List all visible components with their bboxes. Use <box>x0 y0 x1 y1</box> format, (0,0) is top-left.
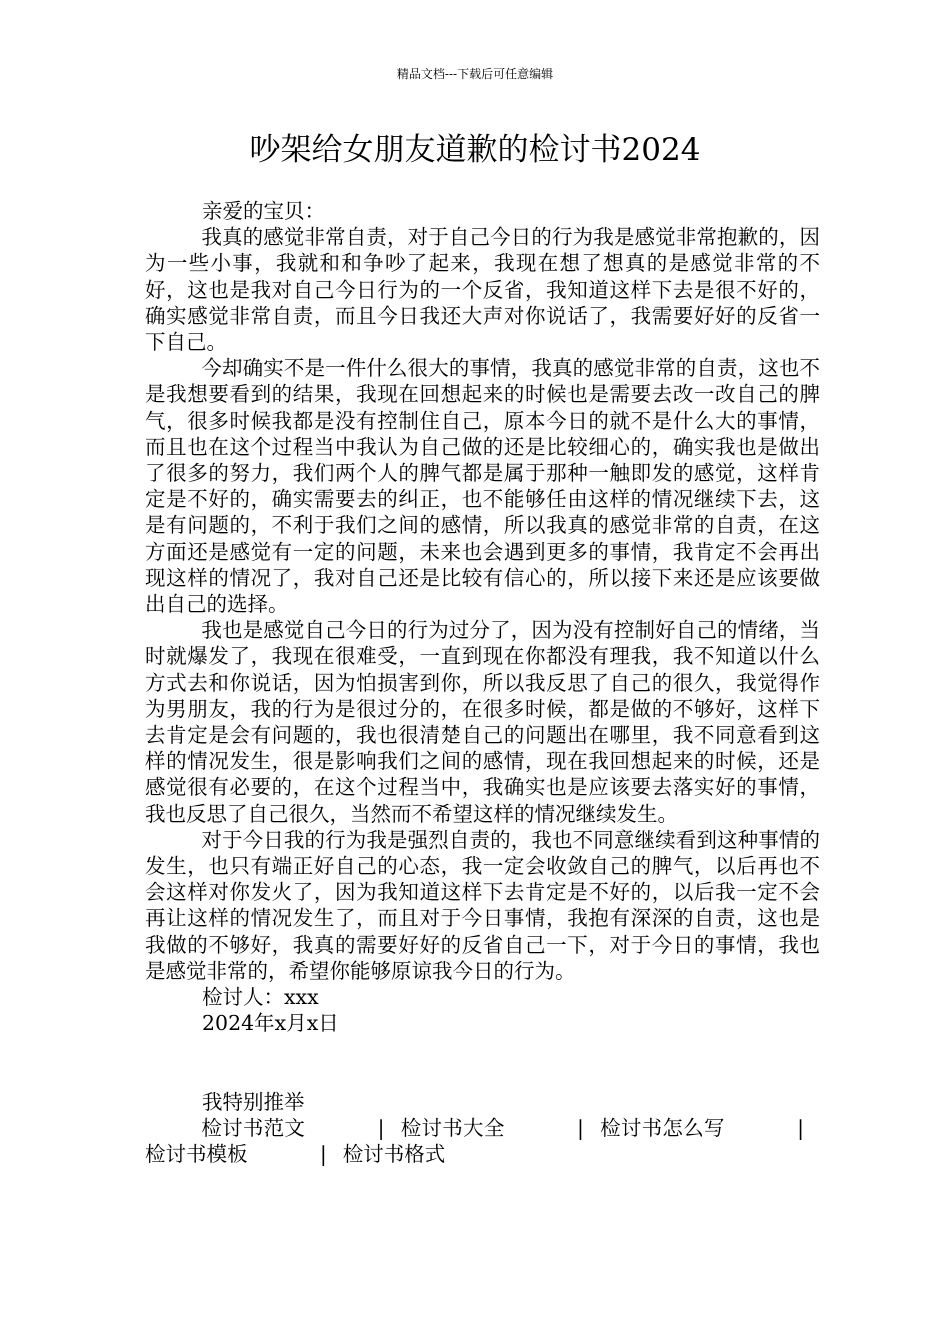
recommend-label: 我特别推举 <box>202 1089 305 1114</box>
link-format[interactable]: 检讨书格式 <box>342 1141 446 1166</box>
link-separator: | <box>576 1115 584 1140</box>
paragraph-2: 今却确实不是一件什么很大的事情，我真的感觉非常的自责，这也不是我想要看到的结果，我现在回想起来的时候也是需要去改一改自己的脾气，很多时候我都是没有控制住自己，原本今日的就不是什么大的事情，而且也在这个过程当中我认为自己做的还是比较细心的，确实我也是做出了很多的努力，我们两个人的脾气都是属于那种一触即发的感觉，这样肯定是不好的，确实需要去的纠正，也不能够任由这样的情况继续下去，这是有问题的，不利于我们之间的感情，所以我真的感觉非常的自责，在这方面还是感觉有一定的问题，未来也会遇到更多的事情，我肯定不会再出现这样的情况了，我对自己还是比较有信心的，所以接下来还是应该要做出自己的选择。 <box>145 356 820 617</box>
signature: 检讨人：xxx <box>202 985 319 1010</box>
paragraph-1: 我真的感觉非常自责，对于自己今日的行为我是感觉非常抱歉的，因为一些小事，我就和和争吵了起来，我现在想了想真的是感觉非常的不好，这也是我对自己今日行为的一个反省，我知道这样下去是很不好的，确实感觉非常自责，而且今日我还大声对你说话了，我需要好好的反省一下自己。 <box>145 225 820 355</box>
link-collection[interactable]: 检讨书大全 <box>400 1115 505 1140</box>
recommend-links <box>145 1115 820 1167</box>
document-body <box>145 198 820 1167</box>
date: 2024年x月x日 <box>202 1011 339 1036</box>
link-separator: | <box>797 1115 805 1140</box>
link-how-to-write[interactable]: 检讨书怎么写 <box>599 1115 725 1140</box>
link-sample-essays[interactable]: 检讨书范文 <box>201 1115 306 1140</box>
spacer <box>145 1037 820 1089</box>
salutation: 亲爱的宝贝： <box>202 199 325 223</box>
document-title: 吵架给女朋友道歉的检讨书2024 <box>249 132 701 168</box>
link-separator: | <box>319 1141 327 1166</box>
paragraph-3: 我也是感觉自己今日的行为过分了，因为没有控制好自己的情绪，当时就爆发了，我现在很难受，一直到现在你都没有理我，我不知道以什么方式去和你说话，因为怕损害到你，所以我反思了自己的很久，我觉得作为男朋友，我的行为是很过分的，在很多时候，都是做的不够好，这样下去肯定是会有问题的，我也很清楚自己的问题出在哪里，我不同意看到这样的情况发生，很是影响我们之间的感情，现在我回想起来的时候，还是感觉很有必要的，在这个过程当中，我确实也是应该要去落实好的事情，我也反思了自己很久，当然而不希望这样的情况继续发生。 <box>145 618 820 826</box>
paragraph-4: 对于今日我的行为我是强烈自责的，我也不同意继续看到这种事情的发生，也只有端正好自己的心态，我一定会收敛自己的脾气，以后再也不会这样对你发火了，因为我知道这样下去肯定是不好的，以后我一定不会再让这样的情况发生了，而且对于今日事情，我抱有深深的自责，这也是我做的不够好，我真的需要好好的反省自己一下，对于今日的事情，我也是感觉非常的，希望你能够原谅我今日的行为。 <box>145 827 820 983</box>
link-template[interactable]: 检讨书模板 <box>145 1141 248 1166</box>
header-note: 精品文档---下载后可任意编辑 <box>396 67 554 81</box>
link-separator: | <box>377 1115 385 1140</box>
